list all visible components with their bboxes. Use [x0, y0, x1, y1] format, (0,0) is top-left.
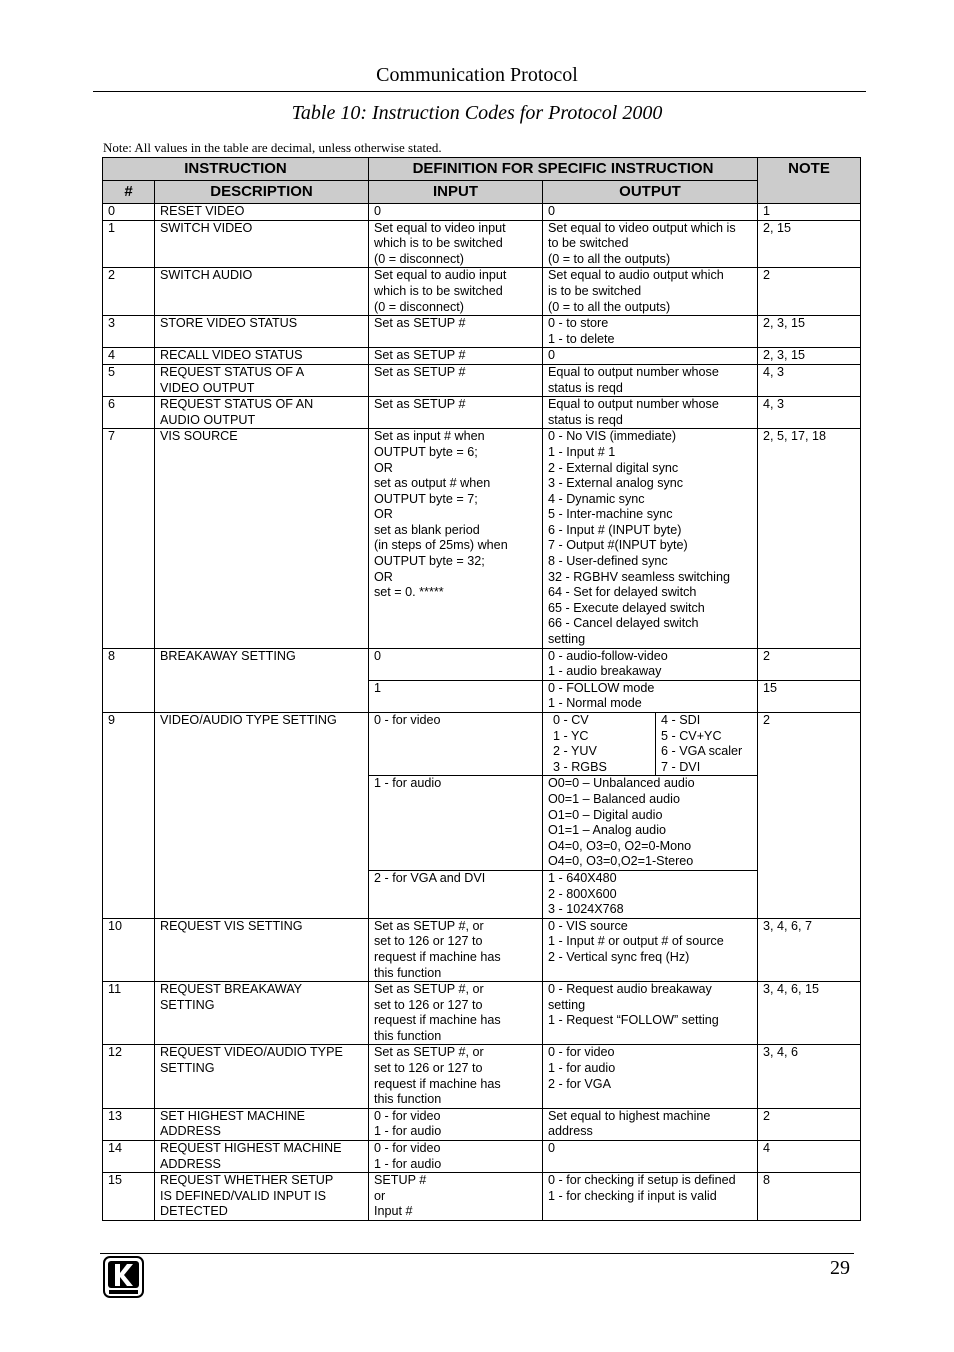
cell-num: 1 — [103, 220, 155, 268]
cell-note: 2, 5, 17, 18 — [758, 429, 861, 648]
cell-description: REQUEST STATUS OF A VIDEO OUTPUT — [155, 364, 369, 396]
cell-input: Set as SETUP #, or set to 126 or 127 to request if machine has this function — [369, 918, 543, 981]
col-header-input: INPUT — [369, 181, 543, 204]
cell-output: 0 - FOLLOW mode 1 - Normal mode — [543, 680, 758, 712]
page-number: 29 — [830, 1257, 850, 1279]
cell-input: 2 - for VGA and DVI — [369, 870, 543, 918]
table-row — [103, 918, 861, 981]
cell-output: 0 — [543, 348, 758, 365]
cell-output: Set equal to audio output which is to be switched (0 = to all the outputs) — [543, 268, 758, 316]
col-header-num: # — [103, 181, 155, 204]
cell-note: 2 — [758, 1108, 861, 1140]
cell-output: 0 — [543, 204, 758, 221]
cell-num: 8 — [103, 648, 155, 712]
cell-output: Set equal to video output which is to be switched (0 = to all the outputs) — [543, 220, 758, 268]
table-row — [103, 348, 861, 365]
cell-note: 4 — [758, 1141, 861, 1173]
cell-description: VIDEO/AUDIO TYPE SETTING — [155, 713, 369, 919]
cell-input: Set as SETUP #, or set to 126 or 127 to request if machine has this function — [369, 982, 543, 1045]
cell-input: 0 — [369, 648, 543, 680]
table-row — [103, 316, 861, 348]
cell-output: Equal to output number whose status is reqd — [543, 364, 758, 396]
table-row — [103, 364, 861, 396]
col-header-definition: DEFINITION FOR SPECIFIC INSTRUCTION — [369, 158, 758, 181]
cell-num: 5 — [103, 364, 155, 396]
cell-input: Set equal to audio input which is to be switched (0 = disconnect) — [369, 268, 543, 316]
cell-description: REQUEST WHETHER SETUP IS DEFINED/VALID INPUT IS DETECTED — [155, 1173, 369, 1221]
table-row — [103, 982, 861, 1045]
cell-note: 2 — [758, 648, 861, 680]
cell-note: 8 — [758, 1173, 861, 1221]
cell-output: 0 - No VIS (immediate) 1 - Input # 1 2 - External digital sync 3 - External analog sync 4 - Dynamic sync 5 - Inter-machine sync 6 - Input # (INPUT byte) 7 - Output #(INPUT byte) 8 - User-defined sync 32 - RGBHV seamless switching 64 - Set for delayed switch 65 - Execute delayed switch 66 - Cancel delayed switch setting — [543, 429, 758, 648]
cell-note: 15 — [758, 680, 861, 712]
footer-rule — [100, 1253, 854, 1254]
cell-input: 0 — [369, 204, 543, 221]
cell-output: Set equal to highest machine address — [543, 1108, 758, 1140]
cell-num: 10 — [103, 918, 155, 981]
table-row — [103, 1173, 861, 1221]
cell-num: 7 — [103, 429, 155, 648]
cell-input: Set equal to video input which is to be switched (0 = disconnect) — [369, 220, 543, 268]
cell-num: 11 — [103, 982, 155, 1045]
cell-description: REQUEST STATUS OF AN AUDIO OUTPUT — [155, 397, 369, 429]
table-row — [103, 220, 861, 268]
cell-input: Set as SETUP # — [369, 397, 543, 429]
table-title: Table 10: Instruction Codes for Protocol 2000 — [291, 102, 663, 124]
cell-num: 14 — [103, 1141, 155, 1173]
cell-note: 2 — [758, 268, 861, 316]
cell-input: 0 - for video 1 - for audio — [369, 1141, 543, 1173]
cell-input: Set as input # when OUTPUT byte = 6; OR set as output # when OUTPUT byte = 7; OR set as blank period (in steps of 25ms) when OUTPUT byte = 32; OR set = 0. ***** — [369, 429, 543, 648]
table-row — [103, 397, 861, 429]
cell-output: O0=0 – Unbalanced audio O0=1 – Balanced audio O1=0 – Digital audio O1=1 – Analog audio O4=0, O3=0, O2=0-Mono O4=0, O3=0,O2=1-Stereo — [543, 776, 758, 871]
col-header-instruction: INSTRUCTION — [103, 158, 369, 181]
cell-input: 1 - for audio — [369, 776, 543, 871]
cell-note: 2, 3, 15 — [758, 348, 861, 365]
cell-input: 1 — [369, 680, 543, 712]
cell-num: 12 — [103, 1045, 155, 1108]
col-header-note: NOTE — [758, 158, 861, 204]
cell-note: 4, 3 — [758, 364, 861, 396]
cell-output: 0 - for video 1 - for audio 2 - for VGA — [543, 1045, 758, 1108]
col-header-description: DESCRIPTION — [155, 181, 369, 204]
cell-num: 2 — [103, 268, 155, 316]
cell-input: 0 - for video 1 - for audio — [369, 1108, 543, 1140]
cell-input: 0 - for video — [369, 713, 543, 776]
cell-num: 0 — [103, 204, 155, 221]
cell-input: Set as SETUP # — [369, 316, 543, 348]
cell-description: REQUEST HIGHEST MACHINE ADDRESS — [155, 1141, 369, 1173]
cell-num: 9 — [103, 713, 155, 919]
cell-description: REQUEST BREAKAWAY SETTING — [155, 982, 369, 1045]
cell-num: 15 — [103, 1173, 155, 1221]
col-header-output: OUTPUT — [543, 181, 758, 204]
table-row — [103, 648, 861, 680]
cell-note: 3, 4, 6 — [758, 1045, 861, 1108]
cell-input: Set as SETUP #, or set to 126 or 127 to request if machine has this function — [369, 1045, 543, 1108]
cell-note: 3, 4, 6, 15 — [758, 982, 861, 1045]
table-row — [103, 429, 861, 648]
cell-note: 4, 3 — [758, 397, 861, 429]
cell-output: 0 - Request audio breakaway setting 1 - Request “FOLLOW” setting — [543, 982, 758, 1045]
cell-num: 6 — [103, 397, 155, 429]
cell-output: 0 - to store 1 - to delete — [543, 316, 758, 348]
cell-num: 13 — [103, 1108, 155, 1140]
cell-description: REQUEST VIS SETTING — [155, 918, 369, 981]
cell-description: SWITCH AUDIO — [155, 268, 369, 316]
cell-note: 2, 15 — [758, 220, 861, 268]
kramer-logo-icon — [103, 1256, 144, 1298]
table-row — [103, 268, 861, 316]
cell-description: REQUEST VIDEO/AUDIO TYPE SETTING — [155, 1045, 369, 1108]
cell-input: SETUP # or Input # — [369, 1173, 543, 1221]
cell-output — [543, 713, 758, 776]
header-title: Communication Protocol — [376, 64, 578, 86]
cell-description: RECALL VIDEO STATUS — [155, 348, 369, 365]
cell-description: RESET VIDEO — [155, 204, 369, 221]
cell-description: SET HIGHEST MACHINE ADDRESS — [155, 1108, 369, 1140]
table-note: Note: All values in the table are decimal, unless otherwise stated. — [103, 140, 442, 155]
cell-num: 3 — [103, 316, 155, 348]
cell-description: VIS SOURCE — [155, 429, 369, 648]
cell-num: 4 — [103, 348, 155, 365]
table-row — [103, 1141, 861, 1173]
cell-note: 2 — [758, 713, 861, 919]
cell-output: 0 - audio-follow-video 1 - audio breakaway — [543, 648, 758, 680]
cell-description: BREAKAWAY SETTING — [155, 648, 369, 712]
cell-output-right: 4 - SDI 5 - CV+YC 6 - VGA scaler 7 - DVI — [661, 713, 743, 774]
cell-description: STORE VIDEO STATUS — [155, 316, 369, 348]
cell-output: 0 - VIS source 1 - Input # or output # of source 2 - Vertical sync freq (Hz) — [543, 918, 758, 981]
instruction-codes-table — [102, 157, 861, 1221]
table-row — [103, 1045, 861, 1108]
cell-output: 0 - for checking if setup is defined 1 - for checking if input is valid — [543, 1173, 758, 1221]
cell-input: Set as SETUP # — [369, 348, 543, 365]
table-row — [103, 1108, 861, 1140]
cell-output: Equal to output number whose status is reqd — [543, 397, 758, 429]
cell-input: Set as SETUP # — [369, 364, 543, 396]
table-row — [103, 713, 861, 776]
table-row — [103, 204, 861, 221]
cell-note: 2, 3, 15 — [758, 316, 861, 348]
cell-output-left: 0 - CV 1 - YC 2 - YUV 3 - RGBS — [548, 713, 656, 775]
cell-description: SWITCH VIDEO — [155, 220, 369, 268]
header-rule — [93, 91, 866, 92]
cell-output: 1 - 640X480 2 - 800X600 3 - 1024X768 — [543, 870, 758, 918]
cell-note: 3, 4, 6, 7 — [758, 918, 861, 981]
cell-note: 1 — [758, 204, 861, 221]
cell-output: 0 — [543, 1141, 758, 1173]
